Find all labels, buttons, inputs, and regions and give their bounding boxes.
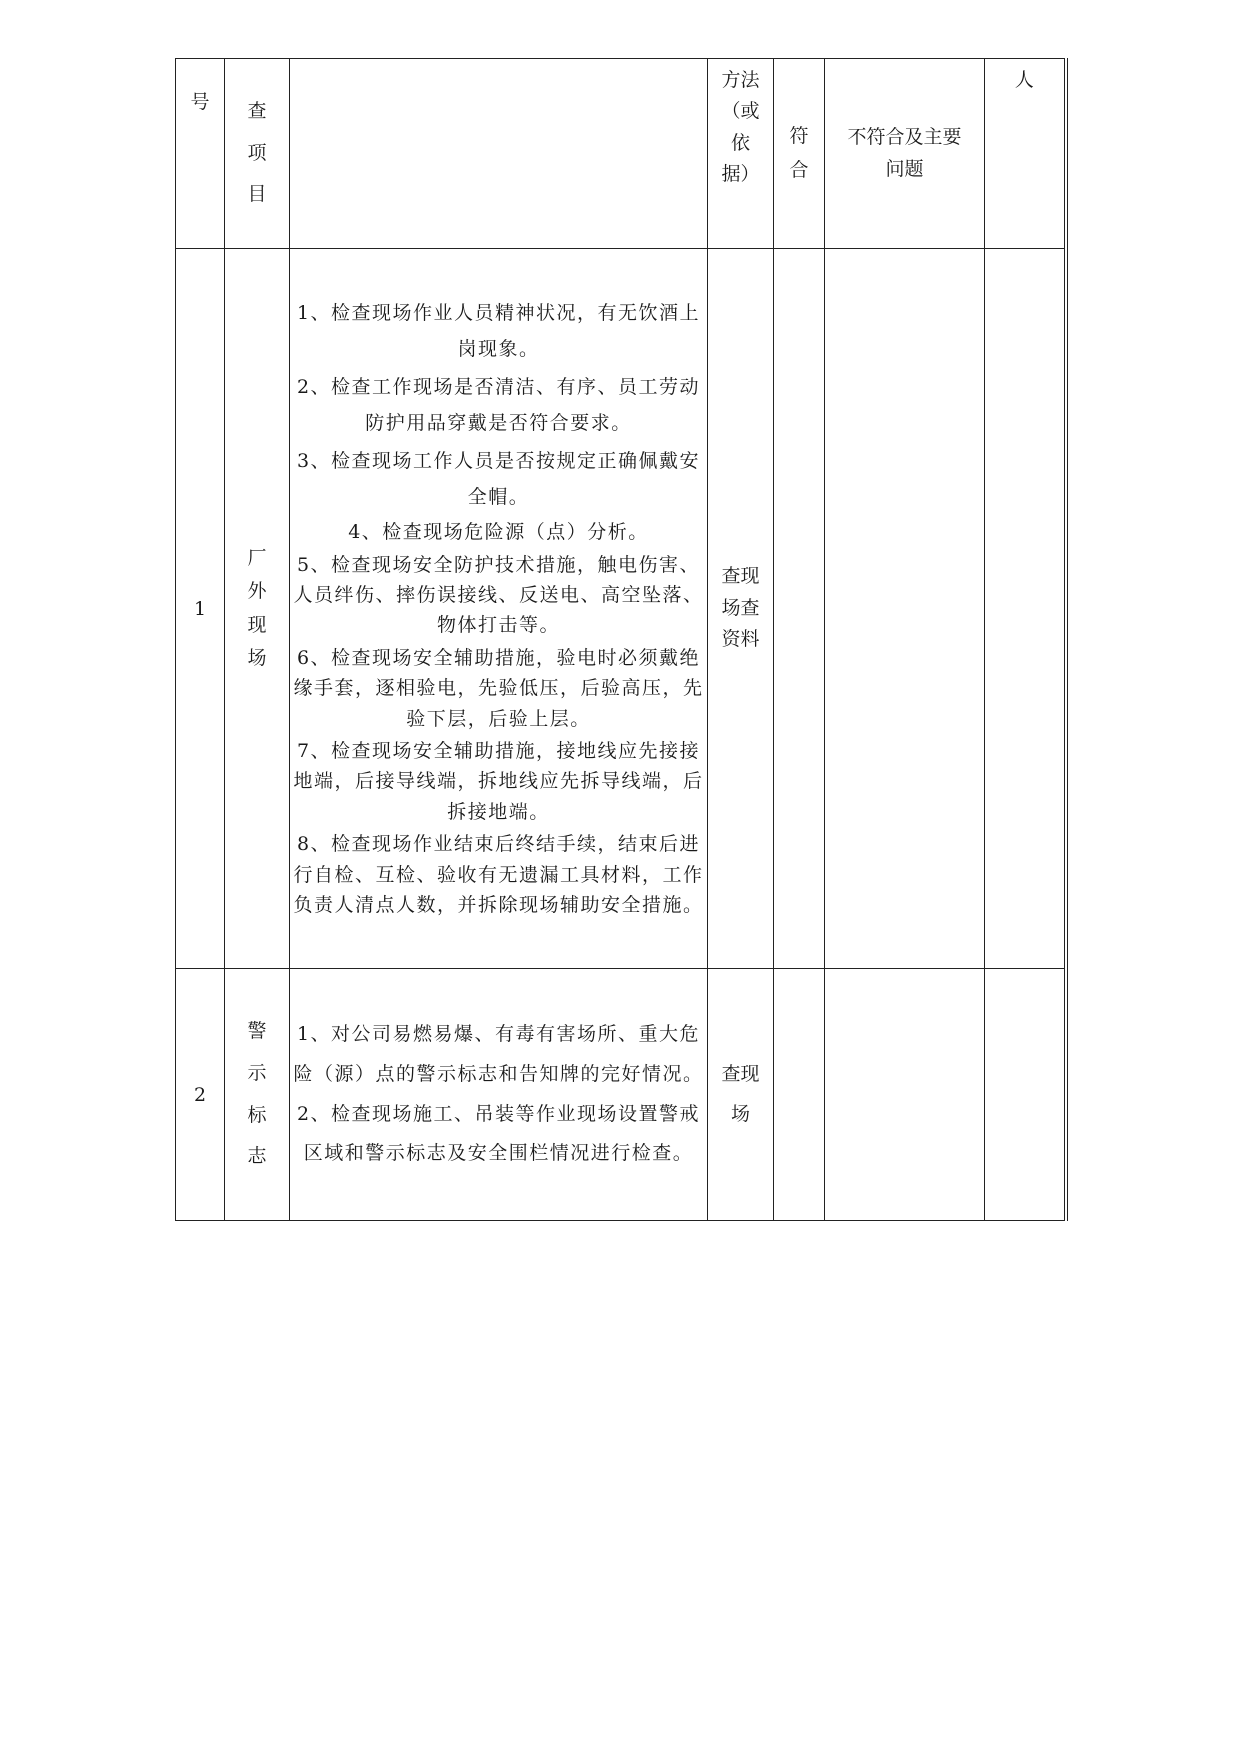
- content-line: 8、检查现场作业结束后终结手续，结束后进行自检、互检、验收有无遗漏工具材料，工作负责人清点人数，并拆除现场辅助安全措施。: [293, 833, 704, 916]
- row-content-cell: [290, 249, 708, 969]
- row-person-cell: [985, 249, 1066, 969]
- header-method-cell: [708, 59, 774, 249]
- content-line: 3、检查现场工作人员是否按规定正确佩戴安全帽。: [296, 450, 701, 509]
- row-method-cell: [708, 969, 774, 1221]
- header-row: [176, 59, 1066, 249]
- row-no-cell: [176, 249, 225, 969]
- header-problems: 不符合及主要问题: [847, 126, 962, 180]
- table-row: [176, 249, 1066, 969]
- row-content-cell: [290, 969, 708, 1221]
- row-item: 厂外现场: [247, 547, 267, 669]
- inspection-table: [175, 58, 1068, 1221]
- header-method: 方法（或依据）: [721, 69, 760, 186]
- row-no: 1: [193, 597, 207, 620]
- content-line: 2、检查现场施工、吊装等作业现场设置警戒区域和警示标志及安全围栏情况进行检查。: [296, 1102, 701, 1165]
- content-line: 1、对公司易燃易爆、有毒有害场所、重大危险（源）点的警示标志和告知牌的完好情况。: [293, 1022, 704, 1085]
- row-item-cell: [225, 249, 290, 969]
- header-problems-cell: [825, 59, 985, 249]
- row-item-cell: [225, 969, 290, 1221]
- row-problems-cell: [825, 969, 985, 1221]
- row-conform-cell: [774, 249, 825, 969]
- row-problems-cell: [825, 249, 985, 969]
- header-item: 查项目: [247, 99, 267, 206]
- row-item: 警示标志: [247, 1019, 267, 1168]
- header-item-cell: [225, 59, 290, 249]
- row-no: 2: [193, 1083, 207, 1106]
- row-method-cell: [708, 249, 774, 969]
- content-line: 4、检查现场危险源（点）分析。: [348, 521, 649, 544]
- header-no-cell: [176, 59, 225, 249]
- header-no: 号: [190, 91, 210, 113]
- table-row: [176, 969, 1066, 1221]
- row-no-cell: [176, 969, 225, 1221]
- row-conform-cell: [774, 969, 825, 1221]
- content-line: 2、检查工作现场是否清洁、有序、员工劳动防护用品穿戴是否符合要求。: [296, 375, 701, 434]
- header-conform-cell: [774, 59, 825, 249]
- header-content-cell: [290, 59, 708, 249]
- row-method: 查现场查资料: [721, 565, 760, 651]
- content-line: 1、检查现场作业人员精神状况，有无饮酒上岗现象。: [296, 301, 701, 360]
- content-line: 6、检查现场安全辅助措施，验电时必须戴绝缘手套，逐相验电，先验低压，后验高压，先验下层，后验上层。: [293, 646, 704, 730]
- content-line: 5、检查现场安全防护技术措施，触电伤害、人员绊伤、摔伤误接线、反送电、高空坠落、物体打击等。: [293, 553, 704, 637]
- row-person-cell: [985, 969, 1066, 1221]
- header-person-cell: [985, 59, 1066, 249]
- header-conform: 符合: [789, 125, 809, 181]
- content-line: 7、检查现场安全辅助措施，接地线应先接接地端，后接导线端，拆地线应先拆导线端，后拆接地端。: [293, 739, 704, 823]
- header-person: 人: [1014, 69, 1034, 91]
- row-method: 查现场: [721, 1062, 760, 1125]
